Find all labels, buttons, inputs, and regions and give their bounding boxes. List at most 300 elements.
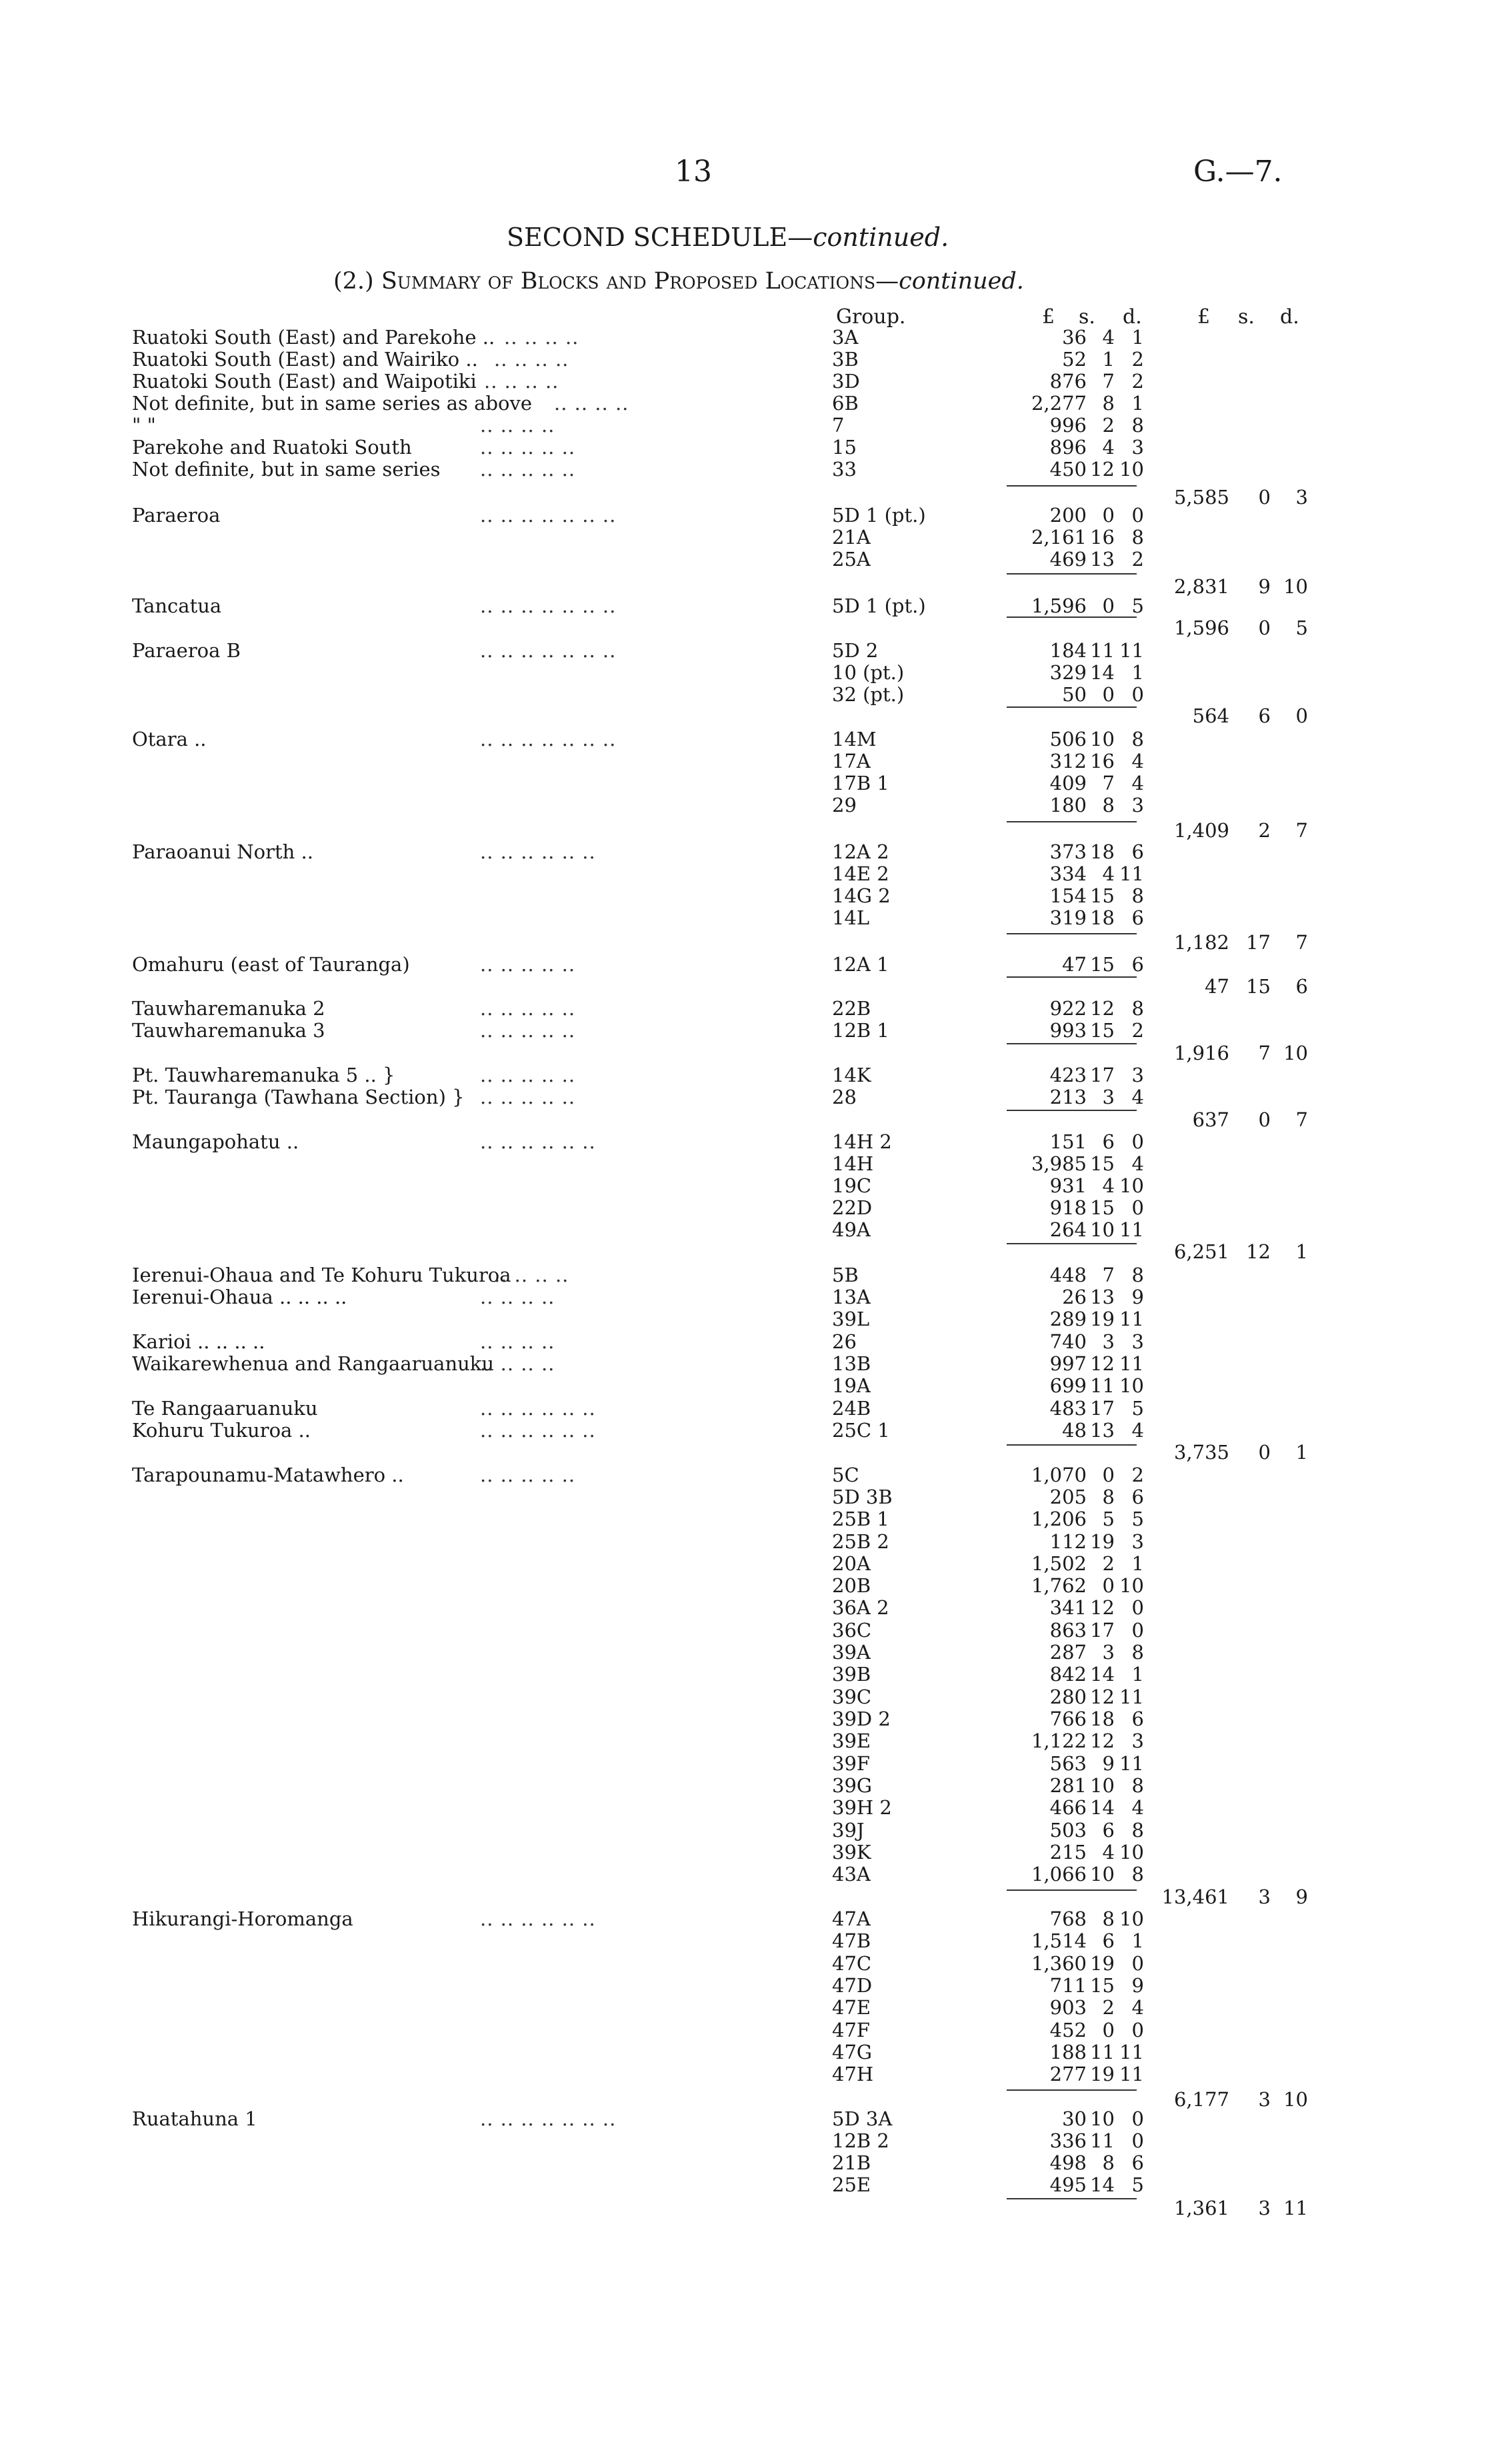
group-code: 14L: [832, 906, 870, 929]
amount-shillings: 0: [1102, 504, 1115, 527]
amount-pence: 2: [1131, 548, 1144, 571]
subtotal-pounds: 1,409: [1173, 819, 1229, 842]
amount-pence: 4: [1131, 1419, 1144, 1442]
block-name: Paraoanui North ..: [132, 840, 313, 863]
table-row: [0, 954, 1504, 976]
table-row: [0, 2130, 1504, 2152]
group-code: 32 (pt.): [832, 683, 905, 706]
table-row: [0, 1219, 1504, 1241]
amount-pence: 0: [1131, 1596, 1144, 1619]
table-row: [0, 1930, 1504, 1952]
table-row: [0, 1264, 1504, 1286]
amount-pence: 0: [1131, 504, 1144, 527]
subtotal-pence: 3: [1295, 486, 1308, 509]
block-name: Waikarewhenua and Rangaaruanuku: [132, 1352, 495, 1375]
amount-pounds: 312: [1049, 750, 1087, 772]
amount-shillings: 7: [1102, 370, 1115, 393]
group-code: 21A: [832, 526, 871, 549]
amount-pounds: 896: [1049, 436, 1087, 459]
amount-pence: 6: [1131, 1486, 1144, 1508]
leader-dots: .. .. .. .. ..: [480, 1064, 576, 1086]
amount-shillings: 10: [1090, 1218, 1115, 1241]
amount-shillings: 15: [1090, 1196, 1115, 1219]
block-name: Paraeroa: [132, 504, 221, 527]
amount-pounds: 2,161: [1031, 526, 1087, 549]
amount-pence: 2: [1131, 1464, 1144, 1486]
total-header-pounds: £: [1197, 305, 1211, 329]
subtotal-shillings: 3: [1258, 1885, 1271, 1908]
subtotal-rule: [1007, 933, 1137, 934]
block-name: Pt. Tauranga (Tawhana Section) }: [132, 1086, 465, 1108]
amount-pounds: 876: [1049, 370, 1087, 393]
table-row: [0, 1531, 1504, 1553]
amount-pounds: 931: [1049, 1174, 1087, 1197]
amount-pounds: 996: [1049, 414, 1087, 437]
table-row: [0, 1642, 1504, 1664]
table-row: [0, 393, 1504, 415]
table-row: [0, 1553, 1504, 1575]
summary-subtitle-text: (2.) Summary of Blocks and Proposed Locations—: [333, 268, 899, 295]
group-code: 5D 3B: [832, 1486, 893, 1508]
amount-shillings: 4: [1102, 326, 1115, 349]
amount-pounds: 452: [1049, 2019, 1087, 2041]
amount-pence: 3: [1131, 794, 1144, 816]
total-header-shillings: s.: [1238, 305, 1255, 329]
amount-pence: 2: [1131, 370, 1144, 393]
amount-shillings: 2: [1102, 1996, 1115, 2019]
amount-shillings: 6: [1102, 1819, 1115, 1842]
table-row: [0, 349, 1504, 371]
table-row: [0, 794, 1504, 816]
table-row: [0, 1953, 1504, 1975]
group-code: 10 (pt.): [832, 661, 905, 684]
amount-shillings: 0: [1102, 1574, 1115, 1597]
table-row: [0, 1620, 1504, 1642]
subtotal-shillings: 9: [1258, 575, 1271, 598]
amount-shillings: 8: [1102, 794, 1115, 816]
group-code: 26: [832, 1330, 857, 1353]
subtotal-shillings: 0: [1258, 1441, 1271, 1464]
leader-dots: .. .. .. ..: [480, 1286, 555, 1308]
amount-pounds: 766: [1049, 1708, 1087, 1730]
subtotal-pence: 11: [1283, 2197, 1308, 2219]
table-row: [0, 415, 1504, 437]
amount-pounds: 993: [1049, 1019, 1087, 1042]
amount-shillings: 13: [1090, 1286, 1115, 1308]
table-row: [0, 1863, 1504, 1885]
group-code: 12A 1: [832, 953, 889, 976]
table-row: [0, 1730, 1504, 1752]
group-code: 13A: [832, 1286, 871, 1308]
amount-shillings: 12: [1090, 1686, 1115, 1708]
subtotal-shillings: 17: [1246, 931, 1271, 954]
table-row: [0, 1197, 1504, 1219]
amount-pounds: 52: [1062, 348, 1087, 371]
group-code: 47H: [832, 2063, 874, 2085]
amount-pence: 4: [1131, 1152, 1144, 1175]
amount-pence: 11: [1119, 862, 1144, 885]
subtotal-shillings: 0: [1258, 1108, 1271, 1131]
leader-dots: .. .. .. .. ..: [480, 953, 576, 976]
amount-shillings: 10: [1090, 728, 1115, 750]
amount-shillings: 3: [1102, 1641, 1115, 1664]
amount-pounds: 448: [1049, 1264, 1087, 1286]
group-code: 39G: [832, 1774, 873, 1797]
amount-pounds: 740: [1049, 1330, 1087, 1353]
table-row: [0, 2152, 1504, 2174]
block-name: Te Rangaaruanuku: [132, 1397, 318, 1420]
amount-shillings: 16: [1090, 526, 1115, 549]
amount-pence: 4: [1131, 1086, 1144, 1108]
amount-shillings: 3: [1102, 1086, 1115, 1108]
subtotal-shillings: 3: [1258, 2197, 1271, 2219]
schedule-title-text: SECOND SCHEDULE—: [507, 223, 813, 252]
subtotal-shillings: 0: [1258, 616, 1271, 639]
group-code: 22B: [832, 997, 871, 1020]
group-code: 17B 1: [832, 772, 889, 794]
group-code: 29: [832, 794, 857, 816]
amount-pence: 5: [1131, 595, 1144, 617]
subtotal-shillings: 2: [1258, 819, 1271, 842]
subtotal-rule: [1007, 1889, 1137, 1891]
block-name: Karioi .. .. .. ..: [132, 1330, 265, 1353]
amount-pounds: 423: [1049, 1064, 1087, 1086]
amount-pounds: 903: [1049, 1996, 1087, 2019]
amount-pounds: 1,206: [1031, 1508, 1087, 1530]
amount-pounds: 373: [1049, 840, 1087, 863]
group-code: 14H 2: [832, 1130, 892, 1153]
amount-shillings: 19: [1090, 1530, 1115, 1553]
subtotal-pounds: 1,916: [1173, 1042, 1229, 1064]
amount-pence: 4: [1131, 1796, 1144, 1819]
table-row: [0, 2063, 1504, 2085]
block-name: Not definite, but in same series as above: [132, 392, 533, 415]
amount-pounds: 498: [1049, 2151, 1087, 2174]
group-code: 43A: [832, 1863, 871, 1885]
amount-pounds: 768: [1049, 1907, 1087, 1930]
amount-pence: 3: [1131, 1530, 1144, 1553]
amount-pounds: 863: [1049, 1619, 1087, 1642]
group-code: 39B: [832, 1663, 871, 1686]
table-row: [0, 1508, 1504, 1530]
amount-shillings: 14: [1090, 1796, 1115, 1819]
amount-pence: 1: [1131, 661, 1144, 684]
subtotal-shillings: 12: [1246, 1240, 1271, 1263]
table-row: [0, 2041, 1504, 2063]
table-row: [0, 998, 1504, 1020]
amount-pence: 6: [1131, 953, 1144, 976]
block-name: Maungapohatu ..: [132, 1130, 299, 1153]
subtotal-pence: 0: [1295, 704, 1308, 727]
amount-pence: 11: [1119, 1308, 1144, 1330]
table-row: [0, 1153, 1504, 1175]
group-code: 5C: [832, 1464, 859, 1486]
group-code: 14G 2: [832, 884, 891, 907]
amount-shillings: 15: [1090, 953, 1115, 976]
leader-dots: .. .. .. ..: [494, 348, 569, 371]
table-row: [0, 459, 1504, 481]
amount-pence: 0: [1131, 2019, 1144, 2041]
block-name: Not definite, but in same series: [132, 458, 441, 481]
subtotal-pounds: 637: [1192, 1108, 1229, 1131]
table-row: [0, 2174, 1504, 2196]
amount-shillings: 17: [1090, 1619, 1115, 1642]
amount-shillings: 14: [1090, 1663, 1115, 1686]
amount-pence: 1: [1131, 1552, 1144, 1575]
group-code: 39D 2: [832, 1708, 891, 1730]
amount-pounds: 180: [1049, 794, 1087, 816]
amount-pence: 4: [1131, 772, 1144, 794]
block-name: Omahuru (east of Tauranga): [132, 953, 410, 976]
amount-pence: 3: [1131, 1730, 1144, 1752]
table-row: [0, 863, 1504, 885]
group-code: 12A 2: [832, 840, 889, 863]
amount-pence: 6: [1131, 840, 1144, 863]
amount-shillings: 4: [1102, 1841, 1115, 1863]
leader-dots: .. .. .. .. .. .. ..: [480, 2107, 617, 2130]
amount-pence: 1: [1131, 392, 1144, 415]
leader-dots: .. .. .. ..: [480, 1330, 555, 1353]
amount-pence: 4: [1131, 750, 1144, 772]
table-row: [0, 841, 1504, 863]
amount-shillings: 2: [1102, 1552, 1115, 1575]
summary-subtitle: [333, 268, 1024, 295]
table-row: [0, 1131, 1504, 1153]
col-header-shillings: s.: [1079, 305, 1095, 329]
amount-shillings: 3: [1102, 1330, 1115, 1353]
group-code: 47F: [832, 2019, 871, 2041]
amount-pence: 8: [1131, 526, 1144, 549]
group-code: 21B: [832, 2151, 871, 2174]
amount-pounds: 997: [1049, 1352, 1087, 1375]
group-code: 12B 1: [832, 1019, 889, 1042]
group-code: 5D 2: [832, 639, 879, 662]
amount-shillings: 1: [1102, 348, 1115, 371]
amount-shillings: 6: [1102, 1130, 1115, 1153]
amount-shillings: 17: [1090, 1064, 1115, 1086]
block-name: Ruatoki South (East) and Waipotiki: [132, 370, 477, 393]
group-code: 5B: [832, 1264, 859, 1286]
table-row: [0, 1086, 1504, 1108]
table-row: [0, 437, 1504, 459]
schedule-title-cont: continued.: [813, 223, 949, 252]
amount-pence: 11: [1119, 2063, 1144, 2085]
amount-shillings: 10: [1090, 1863, 1115, 1885]
amount-pence: 9: [1131, 1974, 1144, 1997]
subtotal-shillings: 3: [1258, 2088, 1271, 2111]
subtotal-shillings: 7: [1258, 1042, 1271, 1064]
amount-pence: 5: [1131, 1508, 1144, 1530]
group-code: 25C 1: [832, 1419, 890, 1442]
group-code: 3A: [832, 326, 859, 349]
amount-shillings: 15: [1090, 1152, 1115, 1175]
amount-pounds: 287: [1049, 1641, 1087, 1664]
amount-pounds: 213: [1049, 1086, 1087, 1108]
leader-dots: .. .. .. .. .. ..: [480, 1419, 596, 1442]
table-row: [0, 1398, 1504, 1420]
amount-pounds: 205: [1049, 1486, 1087, 1508]
block-name: Tancatua: [132, 595, 222, 617]
amount-pounds: 151: [1049, 1130, 1087, 1153]
group-code: 20B: [832, 1574, 871, 1597]
amount-pounds: 188: [1049, 2041, 1087, 2063]
amount-pounds: 215: [1049, 1841, 1087, 1863]
block-name: Ruatoki South (East) and Wairiko ..: [132, 348, 478, 371]
group-code: 12B 2: [832, 2129, 889, 2152]
amount-shillings: 12: [1090, 1596, 1115, 1619]
group-code: 3D: [832, 370, 860, 393]
leader-dots: .. .. .. ..: [504, 326, 579, 349]
amount-pence: 8: [1131, 1819, 1144, 1842]
leader-dots: .. .. .. .. ..: [480, 458, 576, 481]
table-row: [0, 595, 1504, 617]
table-row: [0, 1175, 1504, 1197]
table-row: [0, 549, 1504, 571]
table-row: [0, 750, 1504, 772]
amount-shillings: 4: [1102, 1174, 1115, 1197]
table-row: [0, 1064, 1504, 1086]
subtotal-rule: [1007, 821, 1137, 822]
amount-shillings: 5: [1102, 1508, 1115, 1530]
amount-pence: 2: [1131, 1019, 1144, 1042]
table-row: [0, 1975, 1504, 1997]
amount-pence: 10: [1119, 1374, 1144, 1397]
amount-shillings: 0: [1102, 2019, 1115, 2041]
amount-pounds: 334: [1049, 862, 1087, 885]
subtotal-pence: 9: [1295, 1885, 1308, 1908]
amount-pence: 8: [1131, 1863, 1144, 1885]
amount-pence: 6: [1131, 1708, 1144, 1730]
table-row: [0, 1420, 1504, 1442]
group-code: 13B: [832, 1352, 871, 1375]
amount-pounds: 3,985: [1031, 1152, 1087, 1175]
amount-shillings: 7: [1102, 1264, 1115, 1286]
amount-pounds: 1,070: [1031, 1464, 1087, 1486]
group-code: 14H: [832, 1152, 874, 1175]
amount-shillings: 14: [1090, 661, 1115, 684]
col-header-group: Group.: [836, 305, 906, 329]
amount-pounds: 329: [1049, 661, 1087, 684]
subtotal-rule: [1007, 1444, 1137, 1446]
amount-shillings: 15: [1090, 1974, 1115, 1997]
amount-pounds: 1,066: [1031, 1863, 1087, 1885]
amount-pounds: 280: [1049, 1686, 1087, 1708]
amount-pence: 10: [1119, 1841, 1144, 1863]
amount-pence: 11: [1119, 639, 1144, 662]
amount-pounds: 112: [1049, 1530, 1087, 1553]
leader-dots: .. .. .. ..: [480, 1352, 555, 1375]
subtotal-pence: 10: [1283, 575, 1308, 598]
table-row: [0, 684, 1504, 706]
table-row: [0, 1308, 1504, 1330]
table-row: [0, 1708, 1504, 1730]
subtotal-rule: [1007, 2198, 1137, 2199]
amount-shillings: 11: [1090, 1374, 1115, 1397]
group-code: 5D 1 (pt.): [832, 504, 926, 527]
block-name: Pt. Tauwharemanuka 5 .. }: [132, 1064, 395, 1086]
subtotal-pounds: 6,251: [1173, 1240, 1229, 1263]
subtotal-shillings: 0: [1258, 486, 1271, 509]
amount-pence: 9: [1131, 1286, 1144, 1308]
amount-pounds: 466: [1049, 1796, 1087, 1819]
block-name: Kohuru Tukuroa ..: [132, 1419, 311, 1442]
amount-shillings: 8: [1102, 392, 1115, 415]
table-row: [0, 527, 1504, 549]
amount-shillings: 8: [1102, 2151, 1115, 2174]
amount-pence: 3: [1131, 1330, 1144, 1353]
amount-shillings: 14: [1090, 2173, 1115, 2196]
amount-shillings: 11: [1090, 639, 1115, 662]
group-code: 39F: [832, 1752, 871, 1775]
amount-pounds: 154: [1049, 884, 1087, 907]
group-code: 15: [832, 436, 857, 459]
table-row: [0, 1997, 1504, 2019]
amount-pounds: 1,762: [1031, 1574, 1087, 1597]
subtotal-shillings: 15: [1246, 975, 1271, 998]
table-row: [0, 1464, 1504, 1486]
amount-pence: 0: [1131, 683, 1144, 706]
amount-pounds: 409: [1049, 772, 1087, 794]
block-name: Parekohe and Ruatoki South: [132, 436, 412, 459]
amount-pence: 10: [1119, 1574, 1144, 1597]
amount-pence: 11: [1119, 1752, 1144, 1775]
amount-pounds: 1,122: [1031, 1730, 1087, 1752]
table-row: [0, 2019, 1504, 2041]
table-row: [0, 327, 1504, 349]
amount-pence: 5: [1131, 2173, 1144, 2196]
amount-pounds: 1,596: [1031, 595, 1087, 617]
amount-pounds: 495: [1049, 2173, 1087, 2196]
amount-shillings: 12: [1090, 458, 1115, 481]
table-row: [0, 1331, 1504, 1353]
leader-dots: .. .. .. .. .. .. ..: [480, 728, 617, 750]
block-name: Ierenui-Ohaua .. .. .. ..: [132, 1286, 347, 1308]
table-row: [0, 885, 1504, 907]
amount-pence: 10: [1119, 458, 1144, 481]
amount-shillings: 19: [1090, 1308, 1115, 1330]
amount-pounds: 50: [1062, 683, 1087, 706]
amount-pounds: 47: [1062, 953, 1087, 976]
subtotal-pounds: 5,585: [1173, 486, 1229, 509]
amount-shillings: 13: [1090, 1419, 1115, 1442]
amount-shillings: 12: [1090, 1352, 1115, 1375]
table-row: [0, 1842, 1504, 1863]
amount-pence: 10: [1119, 1174, 1144, 1197]
amount-pounds: 699: [1049, 1374, 1087, 1397]
group-code: 33: [832, 458, 857, 481]
leader-dots: .. .. .. ..: [554, 392, 629, 415]
subtotal-pounds: 2,831: [1173, 575, 1229, 598]
amount-pounds: 918: [1049, 1196, 1087, 1219]
group-code: 14M: [832, 728, 877, 750]
amount-pence: 3: [1131, 1064, 1144, 1086]
group-code: 39E: [832, 1730, 871, 1752]
amount-pounds: 506: [1049, 728, 1087, 750]
group-code: 39J: [832, 1819, 865, 1842]
table-row: [0, 2108, 1504, 2130]
amount-pence: 8: [1131, 884, 1144, 907]
leader-dots: .. .. .. .. .. ..: [480, 840, 596, 863]
amount-shillings: 11: [1090, 2129, 1115, 2152]
table-row: [0, 662, 1504, 684]
group-code: 24B: [832, 1397, 871, 1420]
table-row: [0, 907, 1504, 929]
amount-pence: 8: [1131, 1774, 1144, 1797]
group-code: 47D: [832, 1974, 873, 1997]
page-number: 13: [675, 155, 712, 189]
col-header-pence: d.: [1123, 305, 1142, 329]
amount-shillings: 0: [1102, 683, 1115, 706]
